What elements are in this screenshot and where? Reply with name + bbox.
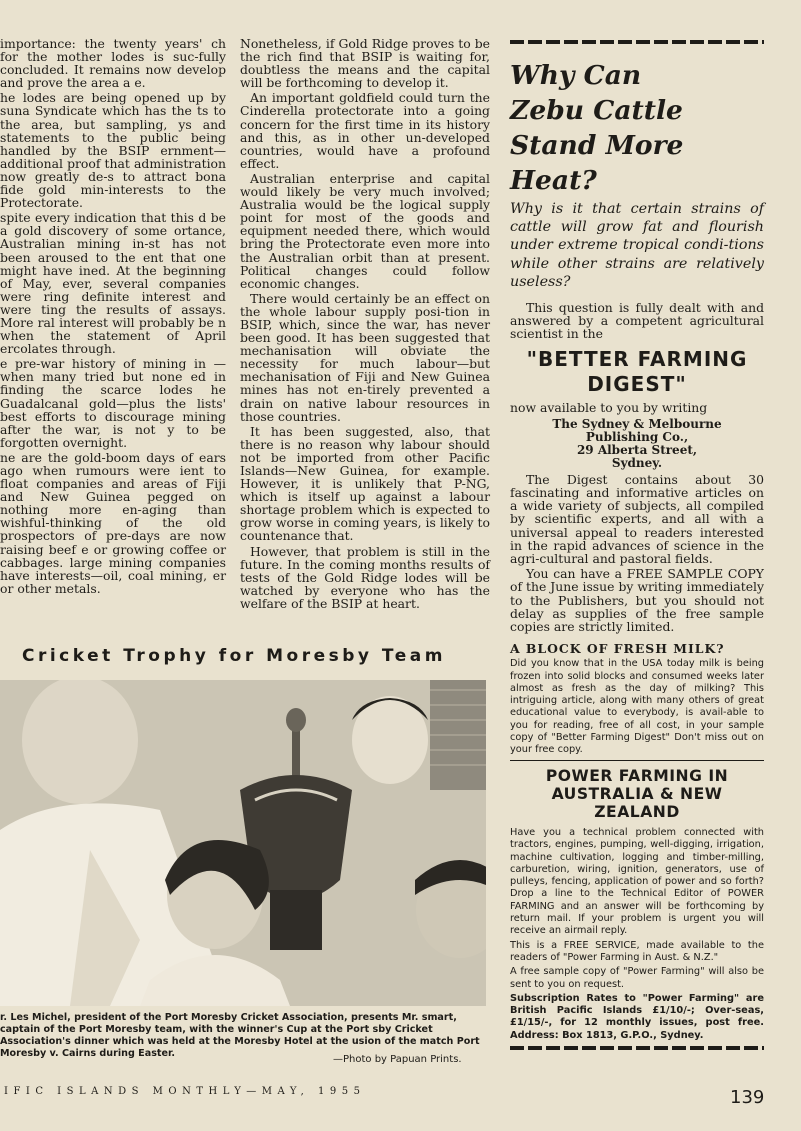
ad-digest-title: "BETTER FARMING DIGEST" [526, 346, 748, 396]
pf-paragraph: Have you a technical problem connected with tractors, engines, pumping, well-digging, irrigation, machine cultivation, logging and timber-milling, carburetion, wiring, ignition, generators, use of pulleys, fencing, application of power and so forth? Drop a line to the Technical Editor of POWER FARMING and an answer will be forthcoming by return mail. If your problem is urgent you will receive an airmail reply. [510, 827, 764, 937]
publisher-city: Sydney. [611, 455, 663, 470]
milk-body: Did you know that in the USA today milk is being frozen into solid blocks and consumed weeks later almost as fresh as the day of milking? This intriguing article, along with many others of great educational value to everybody, is avail-able to you for reading, free of all cost, in your sample copy of "Better Farming Digest" Don't miss out on your free copy. [510, 658, 764, 756]
pf-title-line: POWER FARMING IN [545, 767, 729, 785]
article-paragraph: Australian enterprise and capital would likely be very much involved; Australia would be the logical supply point for most of the goods and equipment needed there, which would bring the Protectorate even more into the Australian orbit than at present. Political changes could follow economic changes. [240, 170, 490, 291]
pf-paragraph: A free sample copy of "Power Farming" will also be sent to you on request. [510, 966, 764, 990]
article-paragraph: e pre-war history of mining in —when many tried but none ed in finding the scarce lodes he Guadalcanal gold—plus the lists' best efforts to discourage mining after the war, is not y to be forgotten overnight. [0, 356, 226, 450]
ad-dek: Why is it that certain strains of cattle will grow fat and flourish under extreme tropical condi-tions while other strains are relatively useless? [510, 201, 764, 290]
pf-title-line: AUSTRALIA & NEW [551, 785, 723, 803]
publisher-name: The Sydney & Melbourne [552, 416, 722, 431]
ad-headline-line: Zebu Cattle [510, 95, 683, 126]
ad-available: now available to you by writing [510, 399, 708, 415]
photo-illustration [0, 680, 486, 1006]
article-paragraph: There would certainly be an effect on the whole labour supply posi-tion in BSIP, which, since the war, has never been good. It has been suggested that mechanisation will obviate the necessity for much labour—but mechanisation of Fiji and New Guinea mines has not en-tirely prevented a drain on native labour resources in those countries. [240, 290, 490, 424]
article-paragraph: However, that problem is still in the future. In the coming months results of tests of the Gold Ridge lodes will be watched by everyone who has the welfare of the BSIP at heart. [240, 543, 490, 611]
article-paragraph: An important goldfield could turn the Cinderella protectorate into a going concern for the first time in its history and this, as in other un-developed countries, would have a profound effect. [240, 90, 490, 171]
divider [510, 760, 764, 761]
running-footer: IFIC ISLANDS MONTHLY—MAY, 1955 [4, 1086, 366, 1097]
milk-heading: A BLOCK OF FRESH MILK? [510, 641, 725, 657]
photo-credit: —Photo by Papuan Prints. [333, 1054, 462, 1065]
bottom-rule [510, 1046, 764, 1050]
ad-body: The Digest contains about 30 fascinating and informative articles on a wide variety of subjects, all compiled by scientific experts, and all with a universal appeal to readers interested in the rapid advances of science in the agri-cultural and pastoral fields. [510, 471, 764, 567]
article-paragraph: It has been suggested, also, that there is no reason why labour should not be imported from other Pacific Islands—New Guinea, for example. However, it is unlikely that P-NG, which is itself up against a labour shortage problem which is expected to grow worse in coming years, is likely to countenance that. [240, 423, 490, 544]
article-paragraph: he lodes are being opened up by suna Syndicate which has the ts to the area, but sampling, ys and statements to the public being handled by the BSIP ernment—additional proof that administration now greatly de-s to attract bona fide gold min-interests to the Protectorate. [0, 90, 226, 211]
pf-title-line: ZEALAND [594, 803, 680, 821]
pf-subscription: Subscription Rates to "Power Farming" are British Pacific Islands £1/10/-; Over-seas, £1/15/-, for 12 monthly issues, post free. Address: Box 1813, G.P.O., Sydney. [510, 992, 764, 1041]
article-paragraph: importance: the twenty years' ch for the mother lodes is suc-fully concluded. It remains now develop and prove the area a e. [0, 36, 226, 91]
photo-title: Cricket Trophy for Moresby Team [22, 646, 446, 666]
ad-free-sample: You can have a FREE SAMPLE COPY of the June issue by writing immediately to the Publishers, but you should not delay as supplies of the free sample copies are strictly limited. [510, 566, 764, 635]
article-paragraph: ne are the gold-boom days of ears ago when rumours were ient to float companies and areas of Fiji and New Guinea pegged on nothing more en-aging than wishful-thinking of the old prospectors of pre-days are now raising beef e or growing coffee or cabbages. large mining companies have interests—oil, coal mining, er or other metals. [0, 449, 226, 596]
ad-headline-line: Why Can [510, 60, 642, 91]
article-column-left [0, 37, 226, 597]
advertisement-better-farming [510, 40, 764, 757]
page-number: 139 [730, 1087, 765, 1108]
article-paragraph: Nonetheless, if Gold Ridge proves to be the rich find that BSIP is waiting for, doubtless the means and the capital will be forthcoming to develop it. [240, 36, 490, 91]
publisher-name-2: Publishing Co., [585, 429, 689, 444]
cricket-trophy-photo [0, 680, 486, 1006]
photo-caption: r. Les Michel, president of the Port Moresby Cricket Association, presents Mr. smart, captain of the Port Moresby team, with the winner's Cup at the Port sby Cricket Association's dinner which was held at the Moresby Hotel at the usion of the match Port Moresby v. Cairns during Easter. [0, 1012, 480, 1059]
pf-paragraph: This is a FREE SERVICE, made available to the readers of "Power Farming in Aust. & N.Z." [510, 939, 764, 963]
article-column-middle [240, 37, 490, 612]
article-paragraph: spite every indication that this d be a gold discovery of some ortance, Australian mining in-st has not been aroused to the ent that one might have ined. At the beginning of May, ever, several companies were ring definite interest and were ting the results of assays. More ral interest will probably be n when the statement of April ercolates through. [0, 210, 226, 357]
publisher-street: 29 Alberta Street, [576, 442, 698, 457]
advertisement-power-farming [510, 760, 764, 1050]
ad-intro: This question is fully dealt with and answered by a competent agricultural scientist in the [510, 300, 764, 342]
ad-headline-line: Stand More Heat? [510, 130, 684, 196]
